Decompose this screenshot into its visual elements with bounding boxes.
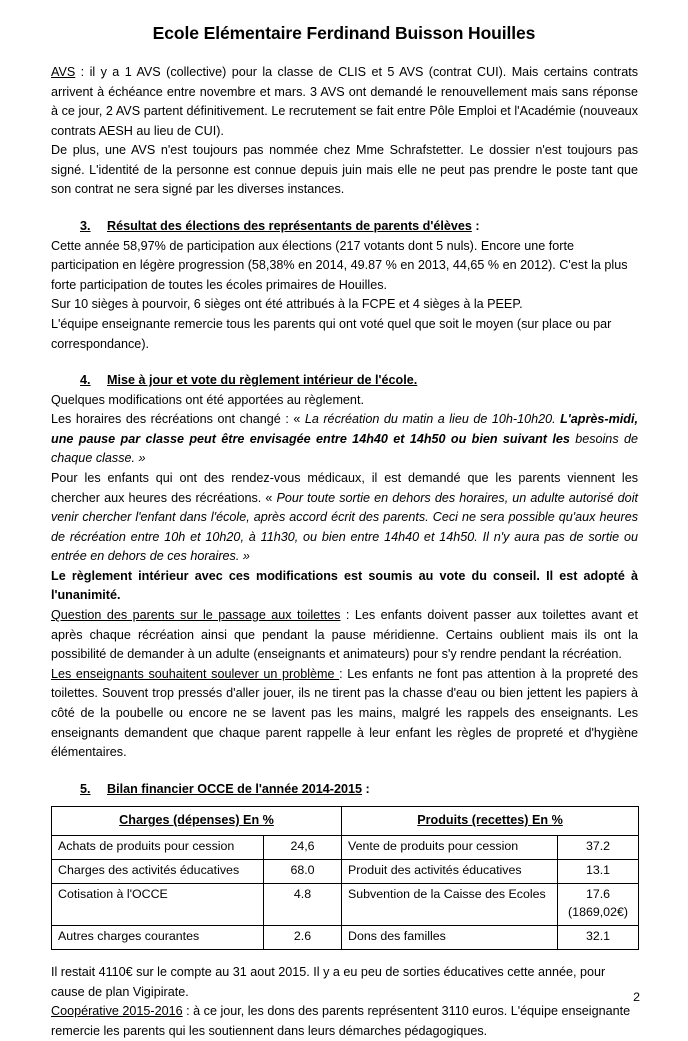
produit-value: 37.2 [558,836,639,860]
section-5-title-tail: : [361,781,370,796]
quote-lead: Les horaires des récréations ont changé : « [51,412,305,427]
section-5-title: Bilan financier OCCE de l'année 2014-2015 [107,781,362,796]
table-header-row [52,807,639,836]
section-4-paragraph-2 [51,469,638,567]
section-3-title: Résultat des élections des représentants de parents d'élèves [107,219,472,234]
avs-label: AVS [51,65,76,79]
section-3-title-tail: : [471,219,480,234]
spacer [51,950,638,963]
section-3-paragraph-2: Sur 10 sièges à pourvoir, 6 sièges ont été attribués à la FCPE et 4 sièges à la PEEP. [51,297,523,312]
section-3-paragraph-1: Cette année 58,97% de participation aux élections (217 votants dont 5 nuls). Encore une forte participation en légère progression (58,38% en 2014, 49.87 % en 2013, 44,65 % en 2012). C'est la plus forte participation de toutes les écoles primaires de Houilles. [51,238,628,292]
charge-label: Achats de produits pour cession [52,836,264,860]
section-5-cooperative-paragraph [51,1002,638,1041]
section-4-paragraph-1: Quelques modifications ont été apportées au règlement. [51,392,364,407]
table-row [52,836,639,860]
spacer [51,763,638,780]
section-4-number: 4. [80,373,91,388]
charge-value: 2.6 [264,926,342,950]
produit-value-amount: (1869,02€) [568,905,628,920]
section-4-heading [51,371,638,391]
produit-label: Vente de produits pour cession [342,836,558,860]
section-5-closing-paragraph: Il restait 4110€ sur le compte au 31 aout 2015. Il y a eu peu de sorties éducatives cette année, pour cause de plan Vigipirate. [51,965,606,999]
toilets-question-label: Question des parents sur le passage aux toilettes [51,608,341,623]
produit-value: 13.1 [558,860,639,884]
produit-value-percent: 17.6 [585,887,611,902]
quote-italic-b: besoins de chaque classe. » [51,431,638,466]
page-title: Ecole Elémentaire Ferdinand Buisson Houilles [152,23,536,43]
document-body [51,63,638,1041]
avs-paragraph-1 [51,63,638,141]
section-3-heading [51,217,638,237]
charge-label: Cotisation à l'OCCE [52,884,264,926]
problem-label: Les enseignants souhaitent soulever un problème [51,666,340,681]
section-5-number: 5. [80,781,91,796]
section-4-problem-paragraph [51,665,638,763]
produit-label: Dons des familles [342,926,558,950]
spacer [51,200,638,217]
section-4-recreation-quote [51,410,638,469]
charge-value: 68.0 [264,860,342,884]
quote-italic-a: La récréation du matin a lieu de 10h-10h20. [304,412,561,427]
section-5-heading [51,780,638,800]
quote-bold-italic: L'après-midi, une pause par classe peut être envisagée entre 14h40 et 14h50 ou bien suivant les [51,412,638,446]
toilets-separator: : [340,608,355,623]
cooperative-separator: : [182,1004,194,1019]
problem-text: Les enfants ne font pas attention à la propreté des toilettes. Souvent trop pressés d'aller jouer, ils ne tirent pas la chasse d'eau ou bien jettent les papiers à côté de la poubelle ou encore ne se lavent pas les mains, malgré les rappels des enseignants. Les enseignants demandent que chaque parent rappelle à leur enfant les règles de propreté et d'hygiène élémentaires. [51,666,638,760]
paragraph-2-italic-quote: Pour toute sortie en dehors des horaires, un adulte autorisé doit venir chercher l'enfant dans l'école, après accord écrit des parents. Ceci ne sera possible qu'aux heures de récréation entre 10h et 10h20, à 11h30, ou bien entre 14h40 et 14h50. Il n'y aura pas de sortie ou entrée en dehors de ces horaires. » [51,490,638,564]
charge-label: Autres charges courantes [52,926,264,950]
toilets-text: Les enfants doivent passer aux toilettes avant et après chaque récréation ainsi que pendant la pause méridienne. Certains oublient mais ils ont la possibilité de demander à un adulte (enseignants et animateurs) pour s'y rendre pendant la récréation. [51,608,638,662]
table-header-charges: Charges (dépenses) En % [52,807,342,836]
spacer [51,354,638,371]
cooperative-text: à ce jour, les dons des parents représentent 3110 euros. L'équipe enseignante remercie les parents qui les soutiennent dans leurs démarches pédagogiques. [51,1004,631,1038]
section-3-paragraph-3: L'équipe enseignante remercie tous les parents qui ont voté quel que soit le moyen (sur place ou par correspondance). [51,316,612,351]
section-4-vote-statement: Le règlement intérieur avec ces modifications est soumis au vote du conseil. Il est adopté à l'unanimité. [51,568,638,603]
financial-table [51,806,639,950]
table-row [52,860,639,884]
problem-separator: : [339,666,348,681]
produit-label: Produit des activités éducatives [342,860,558,884]
avs-separator: : [75,65,90,79]
charge-value: 24,6 [264,836,342,860]
charge-label: Charges des activités éducatives [52,860,264,884]
page-number: 2 [633,990,640,1004]
section-3-number: 3. [80,219,91,234]
avs-paragraph-1-text: il y a 1 AVS (collective) pour la classe de CLIS et 5 AVS (contrat CUI). Mais certains contrats arrivent à échéance entre novembre et mars. 3 AVS ont demandé le renouvellement mais sans réponse à ce jour, 2 AVS partent définitivement. Le recrutement se fait entre Pôle Emploi et l'Académie (nouveaux contrats AESH au lieu de CUI). [51,65,638,138]
produit-label: Subvention de la Caisse des Ecoles [342,884,558,926]
produit-value: 32.1 [558,926,639,950]
cooperative-label: Coopérative 2015-2016 [51,1004,183,1019]
produit-value [558,884,639,926]
table-header-produits: Produits (recettes) En % [342,807,639,836]
table-row [52,926,639,950]
charge-value: 4.8 [264,884,342,926]
avs-paragraph-2: De plus, une AVS n'est toujours pas nommée chez Mme Schrafstetter. Le dossier n'est toujours pas signé. L'identité de la personne est connue depuis juin mais elle ne peut pas prendre le poste tant que son contrat ne sera signé par les diverses instances. [51,143,638,197]
table-row [52,884,639,926]
paragraph-2-lead: Pour les enfants qui ont des rendez-vous médicaux, il est demandé que les parents viennent les chercher aux heures des récréations. « [51,470,638,505]
section-4-title: Mise à jour et vote du règlement intérieur de l'école. [107,373,418,388]
section-4-toilets-paragraph [51,606,638,665]
